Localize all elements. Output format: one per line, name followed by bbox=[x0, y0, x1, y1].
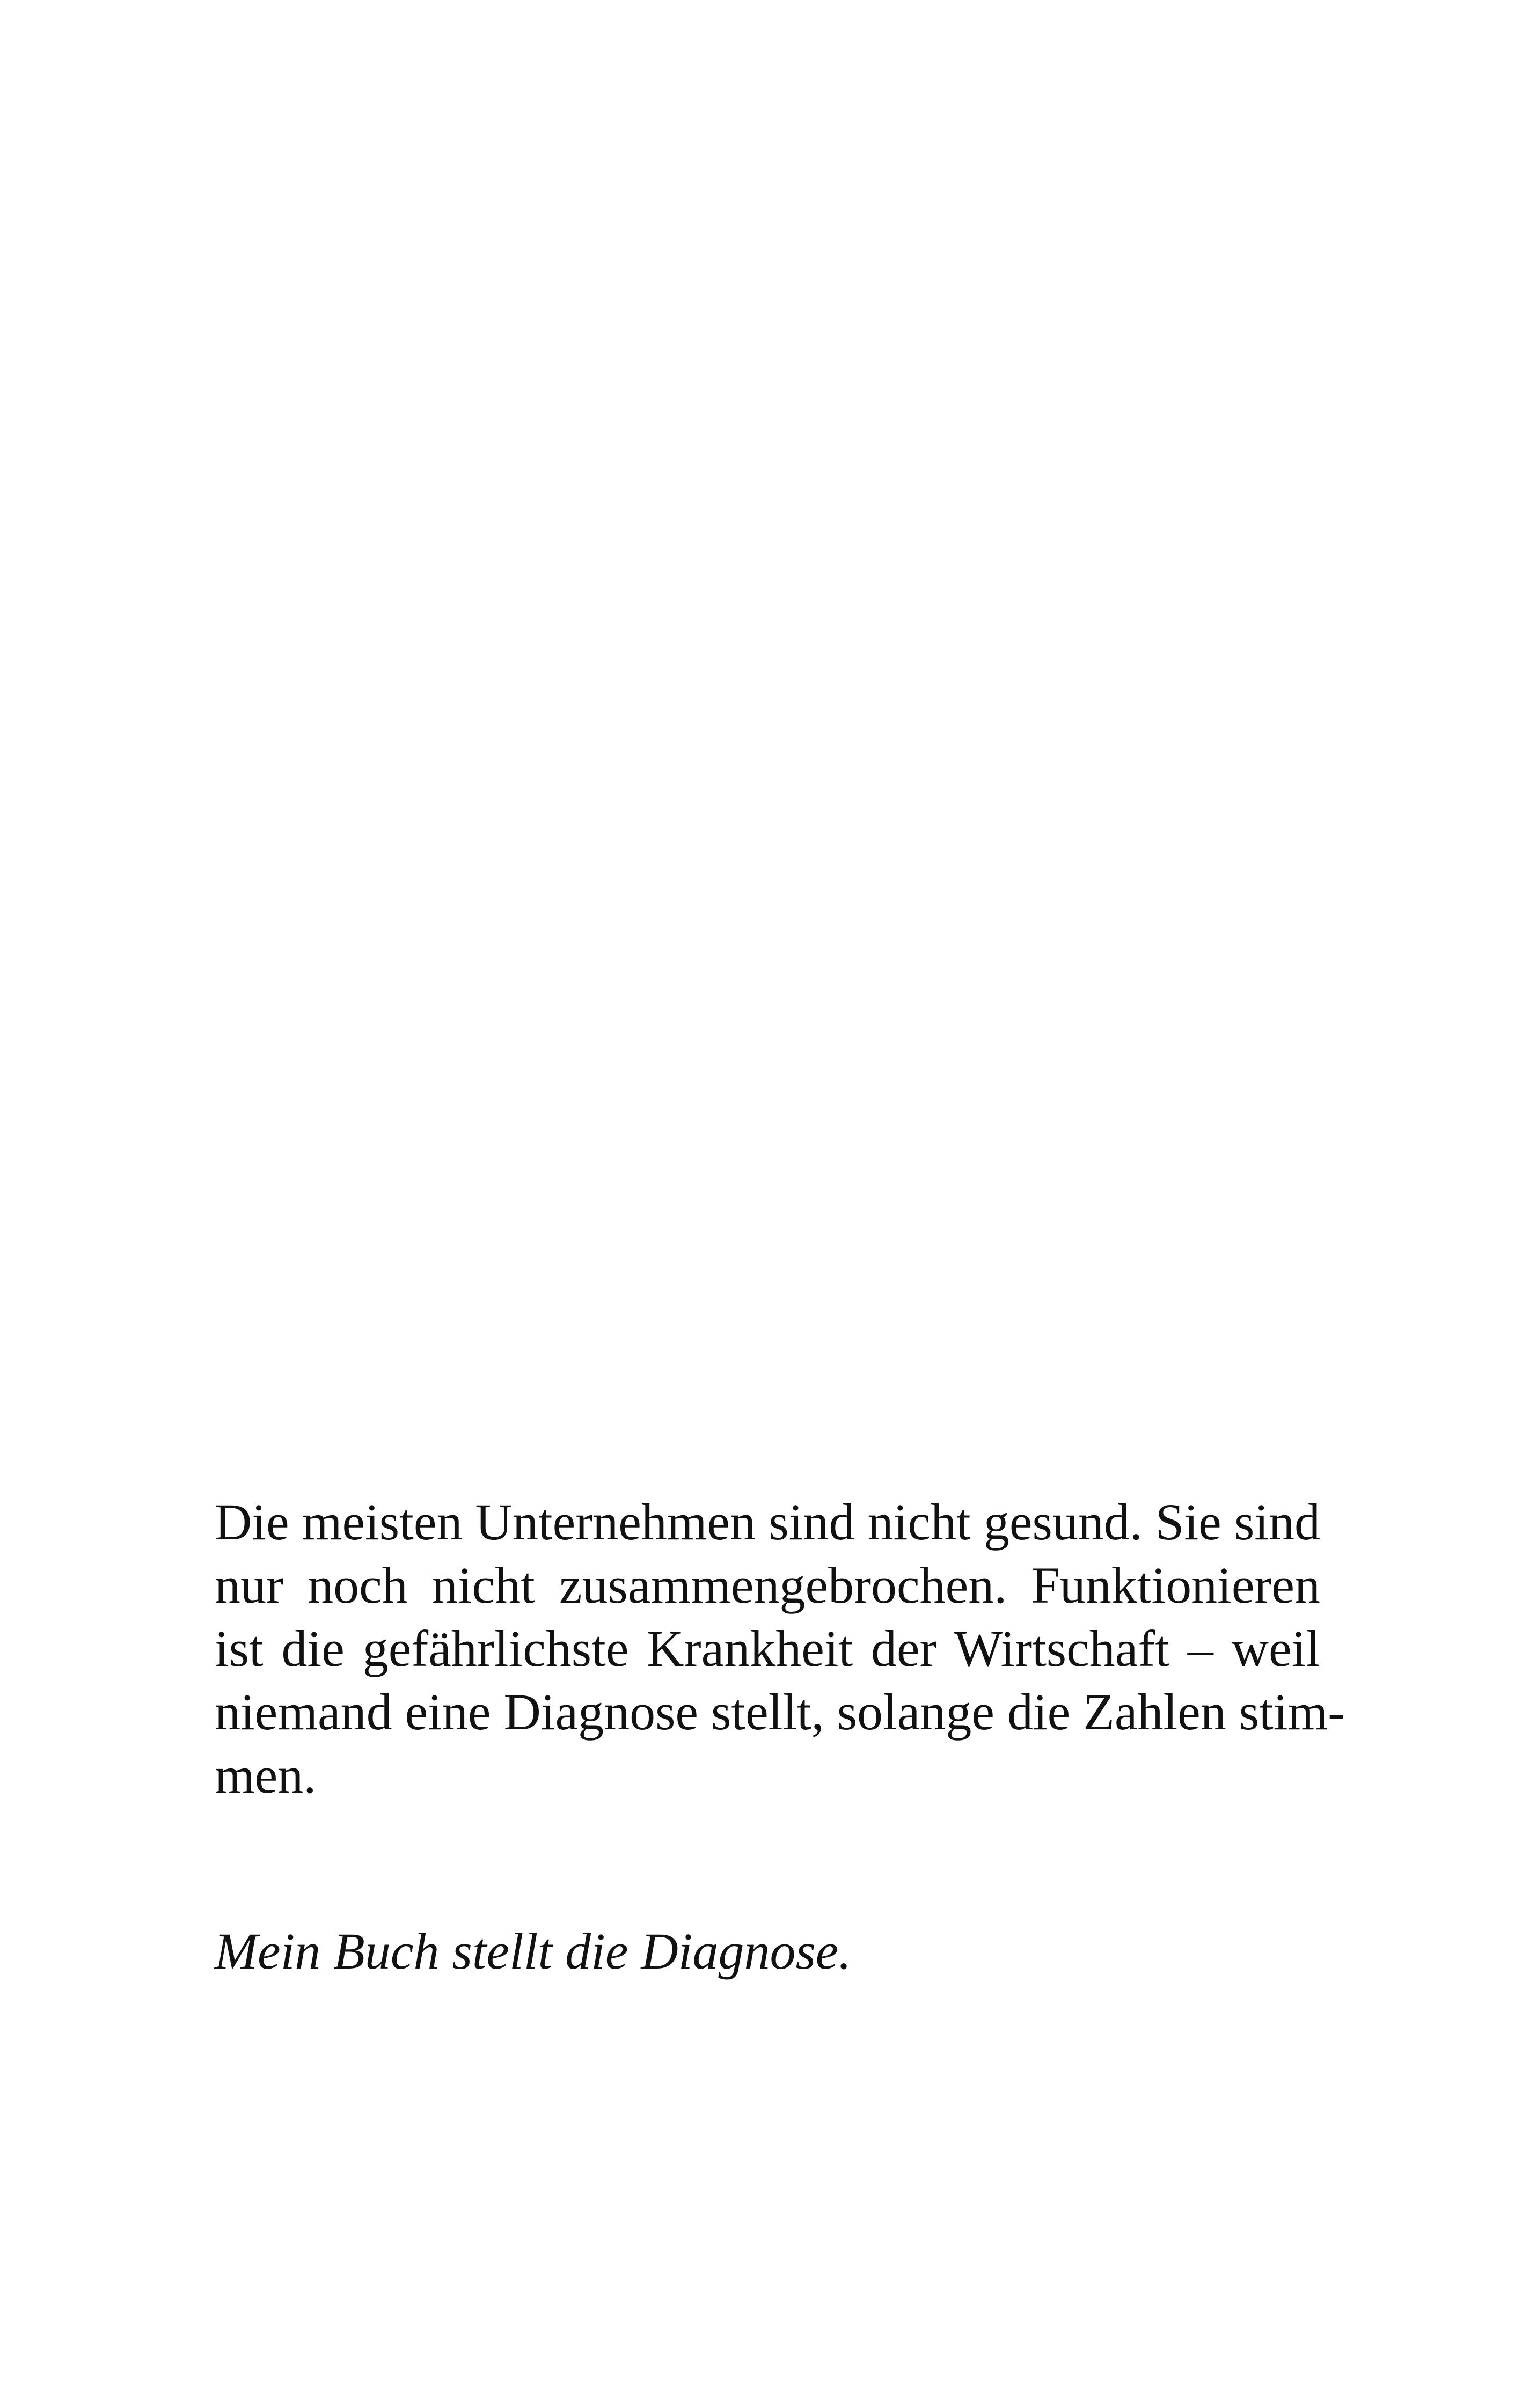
italic-tagline: Mein Buch stellt die Diagnose. bbox=[215, 1922, 852, 1980]
paragraph-line: niemand eine Diagnose stellt, solange die Zahlen stim- bbox=[215, 1683, 1345, 1741]
paragraph-line: Die meisten Unternehmen sind nicht gesund. Sie sind bbox=[215, 1493, 1320, 1551]
body-paragraph bbox=[215, 1491, 1345, 1807]
paragraph-line: men. bbox=[215, 1746, 317, 1804]
text-block bbox=[215, 1491, 1345, 1980]
paragraph-line: nur noch nicht zusammengebrochen. Funktionieren bbox=[215, 1557, 1320, 1614]
paragraph-line: ist die gefährlichste Krankheit der Wirtschaft – weil bbox=[215, 1620, 1320, 1677]
